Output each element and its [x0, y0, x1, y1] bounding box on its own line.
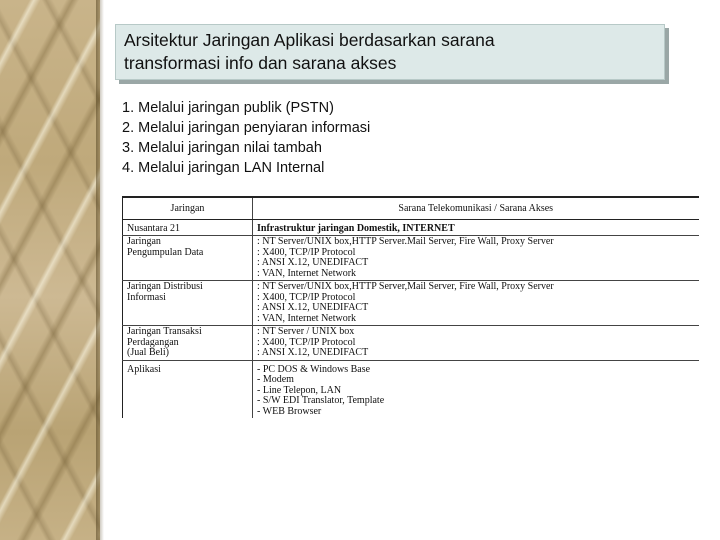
row-detail-line: - Line Telepon, LAN — [257, 384, 342, 396]
row-detail-line: : VAN, Internet Network — [257, 312, 357, 324]
row-label-line: (Jual Beli) — [127, 347, 169, 358]
row-label-line: Pengumpulan Data — [127, 246, 204, 258]
row-detail-line: Infrastruktur jaringan Domestik, INTERNET — [257, 222, 455, 234]
row-label — [123, 360, 253, 418]
row-detail — [253, 281, 699, 326]
row-label-line: Aplikasi — [127, 363, 161, 375]
numbered-list — [122, 98, 370, 178]
row-detail-line: - S/W EDI Translator, Template — [257, 395, 385, 406]
marble-sidebar-decoration — [0, 0, 100, 540]
slide-title-line-1: Arsitektur Jaringan Aplikasi berdasarkan sarana — [124, 30, 495, 50]
slide-title-box — [115, 24, 665, 80]
row-detail — [253, 360, 699, 418]
row-label — [123, 281, 253, 326]
row-label — [123, 236, 253, 281]
row-label-line: Jaringan Transaksi — [127, 326, 202, 337]
row-label-line: Nusantara 21 — [127, 222, 181, 234]
row-detail — [253, 326, 699, 361]
row-detail — [253, 236, 699, 281]
list-item: 3. Melalui jaringan nilai tambah — [122, 140, 322, 156]
network-table — [122, 196, 699, 418]
list-item: 4. Melalui jaringan LAN Internal — [122, 160, 325, 176]
row-detail-line: : X400, TCP/IP Protocol — [257, 246, 356, 258]
row-label — [123, 219, 253, 236]
row-detail-line: : VAN, Internet Network — [257, 267, 357, 279]
header-jaringan: Jaringan — [123, 197, 253, 219]
row-label — [123, 326, 253, 361]
table-header-row — [123, 197, 699, 219]
header-sarana: Sarana Telekomunikasi / Sarana Akses — [253, 197, 699, 219]
list-item: 1. Melalui jaringan publik (PSTN) — [122, 100, 334, 116]
table-row — [123, 326, 699, 361]
table-row — [123, 236, 699, 281]
row-detail-line: : ANSI X.12, UNEDIFACT — [257, 347, 369, 358]
row-detail-line: : X400, TCP/IP Protocol — [257, 336, 356, 348]
row-label-line: Jaringan Distribusi — [127, 281, 203, 292]
row-detail-line: : X400, TCP/IP Protocol — [257, 291, 356, 303]
list-item: 2. Melalui jaringan penyiaran informasi — [122, 120, 371, 136]
row-label-line: Perdagangan — [127, 336, 179, 348]
network-table-container — [122, 196, 698, 417]
row-detail-line: : NT Server/UNIX box,HTTP Server.Mail Server, Fire Wall, Proxy Server — [257, 236, 554, 247]
table-row — [123, 219, 699, 236]
row-label-line: Jaringan — [127, 236, 161, 247]
table-row — [123, 281, 699, 326]
row-detail-line: - Modem — [257, 374, 294, 385]
table-row — [123, 360, 699, 418]
marble-edge-shadow — [96, 0, 104, 540]
row-detail-line: : ANSI X.12, UNEDIFACT — [257, 257, 369, 268]
row-detail-line: - PC DOS & Windows Base — [257, 363, 371, 375]
row-label-line: Informasi — [127, 291, 166, 303]
row-detail — [253, 219, 699, 236]
row-detail-line: - WEB Browser — [257, 405, 322, 417]
row-detail-line: : NT Server / UNIX box — [257, 326, 355, 337]
slide-title-line-2: transformasi info dan sarana akses — [124, 53, 397, 73]
row-detail-line: : ANSI X.12, UNEDIFACT — [257, 302, 369, 313]
row-detail-line: : NT Server/UNIX box,HTTP Server,Mail Server, Fire Wall, Proxy Server — [257, 281, 554, 292]
